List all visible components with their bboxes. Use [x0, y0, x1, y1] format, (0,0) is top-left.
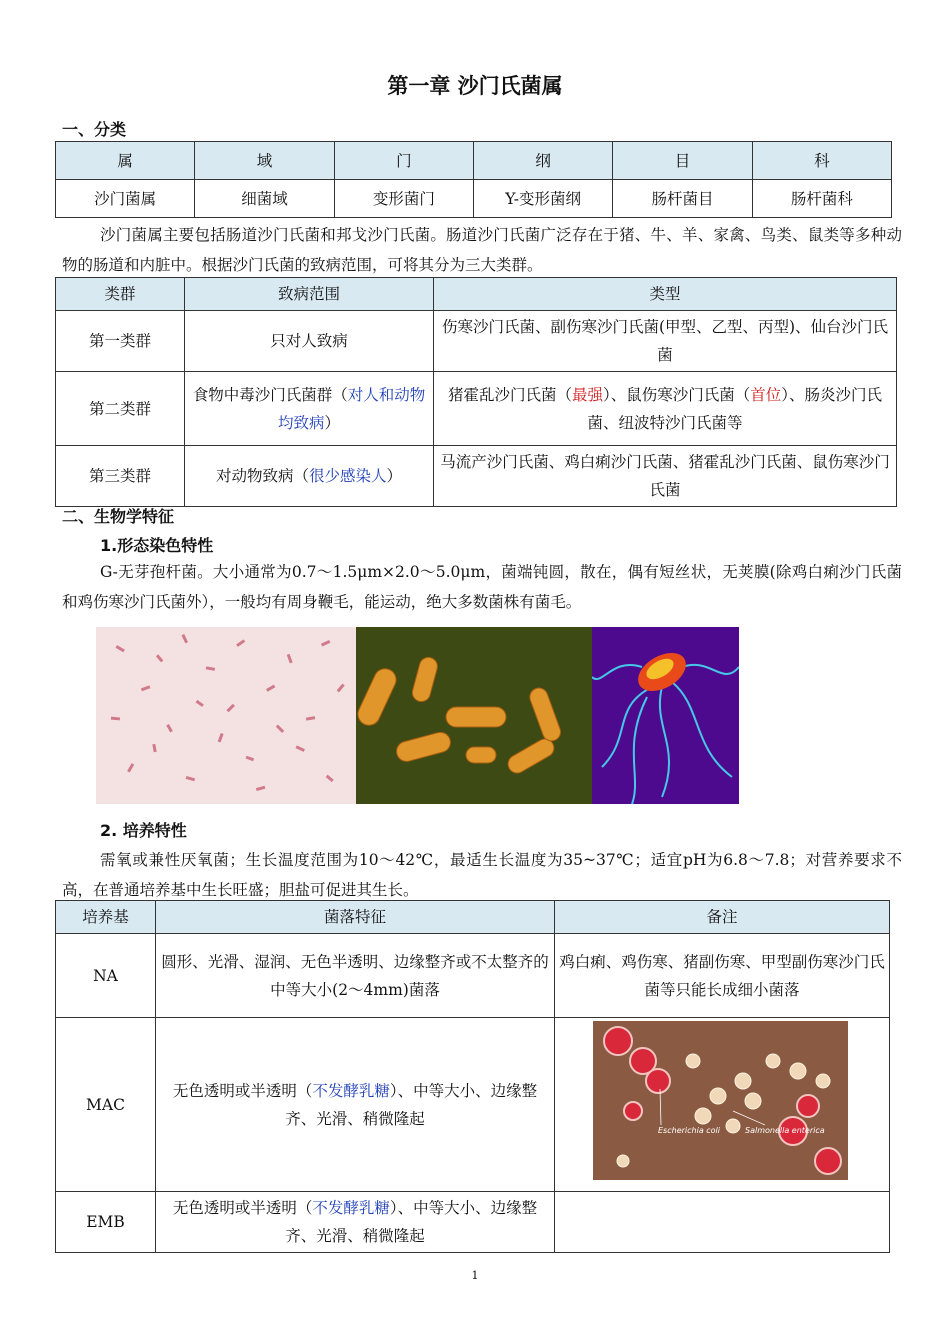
taxonomy-header-class: 纲: [473, 142, 612, 180]
group-name: 第三类群: [56, 446, 185, 507]
group-types: 马流产沙门氏菌、鸡白痢沙门氏菌、猪霍乱沙门氏菌、鼠伤寒沙门氏菌: [434, 446, 897, 507]
taxonomy-class: Y-变形菌纲: [473, 180, 612, 218]
groups-header-group: 类群: [56, 278, 185, 311]
taxonomy-family: 肠杆菌科: [752, 180, 891, 218]
taxonomy-domain: 细菌域: [195, 180, 334, 218]
taxonomy-header-domain: 域: [195, 142, 334, 180]
group-name: 第二类群: [56, 372, 185, 446]
taxonomy-phylum: 变形菌门: [334, 180, 473, 218]
types-note: 首位: [750, 385, 782, 404]
group-range: 只对人致病: [185, 311, 434, 372]
taxonomy-header-order: 目: [613, 142, 752, 180]
page-number: 1: [471, 1269, 479, 1282]
feature-note: 不发酵乳糖: [312, 1081, 390, 1100]
subheading-morphology: 1.形态染色特性: [100, 536, 214, 555]
taxonomy-table: [55, 141, 892, 218]
group-name: 第一类群: [56, 311, 185, 372]
intro-paragraph: 沙门菌属主要包括肠道沙门氏菌和邦戈沙门氏菌。肠道沙门氏菌广泛存在于猪、牛、羊、家禽、鸟类、鼠类等多种动物的肠道和内脏中。根据沙门氏菌的致病范围，可将其分为三大类群。: [62, 226, 902, 274]
colony-feature: 无色透明或半透明（不发酵乳糖）、中等大小、边缘整齐、光滑、稍微隆起: [156, 1018, 555, 1192]
subheading-culture: 2. 培养特性: [100, 821, 187, 840]
medium-name: EMB: [56, 1192, 156, 1253]
types-note: 最强: [571, 385, 603, 404]
group-types: 猪霍乱沙门氏菌（最强）、鼠伤寒沙门氏菌（首位）、肠炎沙门氏菌、纽波特沙门氏菌等: [434, 372, 897, 446]
group-range: 食物中毒沙门氏菌群（对人和动物均致病）: [185, 372, 434, 446]
media-header-medium: 培养基: [56, 901, 156, 934]
flagella-image: [592, 627, 739, 804]
range-note: 很少感染人: [308, 467, 387, 485]
medium-note: 鸡白痢、鸡伤寒、猪副伤寒、甲型副伤寒沙门氏菌等只能长成细小菌落: [555, 934, 890, 1018]
colony-feature: 圆形、光滑、湿润、无色半透明、边缘整齐或不太整齐的中等大小(2～4mm)菌落: [156, 934, 555, 1018]
bacteria-images: [96, 627, 739, 804]
morphology-paragraph: G-无芽孢杆菌。大小通常为0.7～1.5μm×2.0～5.0μm，菌端钝圆，散在，偶有短丝状，无荚膜(除鸡白痢沙门氏菌和鸡伤寒沙门氏菌外），一般均有周身鞭毛，能运动，绝大多数菌株有菌毛。: [62, 563, 902, 611]
groups-header-range: 致病范围: [185, 278, 434, 311]
medium-note: [555, 1192, 890, 1253]
group-types: 伤寒沙门氏菌、副伤寒沙门氏菌(甲型、乙型、丙型)、仙台沙门氏菌: [434, 311, 897, 372]
medium-name: NA: [56, 934, 156, 1018]
colony-feature: 无色透明或半透明（不发酵乳糖）、中等大小、边缘整齐、光滑、稍微隆起: [156, 1192, 555, 1253]
taxonomy-order: 肠杆菌目: [613, 180, 752, 218]
range-note: 对人和动物均致病: [277, 385, 426, 432]
page-title: 第一章 沙门氏菌属: [387, 74, 563, 98]
group-range: 对动物致病（很少感染人）: [185, 446, 434, 507]
groups-table: [55, 277, 897, 507]
salmonella-label: Salmonella enterica: [745, 1126, 825, 1135]
taxonomy-header-genus: 属: [56, 142, 195, 180]
media-header-colony: 菌落特征: [156, 901, 555, 934]
ecoli-label: Escherichia coli: [658, 1126, 720, 1135]
taxonomy-genus: 沙门菌属: [56, 180, 195, 218]
section-heading-biology: 二、生物学特征: [62, 507, 175, 526]
sem-bacteria-image: [356, 627, 592, 804]
taxonomy-header-family: 科: [752, 142, 891, 180]
section-heading-classification: 一、分类: [62, 120, 127, 139]
taxonomy-header-phylum: 门: [334, 142, 473, 180]
gram-stain-micrograph: [96, 627, 356, 804]
mac-colony-photo: [593, 1021, 848, 1180]
feature-note: 不发酵乳糖: [312, 1199, 390, 1217]
media-header-note: 备注: [555, 901, 890, 934]
culture-paragraph: 需氧或兼性厌氧菌；生长温度范围为10～42℃，最适生长温度为35~37℃；适宜pH为6.8～7.8；对营养要求不高，在普通培养基中生长旺盛；胆盐可促进其生长。: [62, 851, 902, 899]
groups-header-types: 类型: [434, 278, 897, 311]
medium-name: MAC: [56, 1018, 156, 1192]
